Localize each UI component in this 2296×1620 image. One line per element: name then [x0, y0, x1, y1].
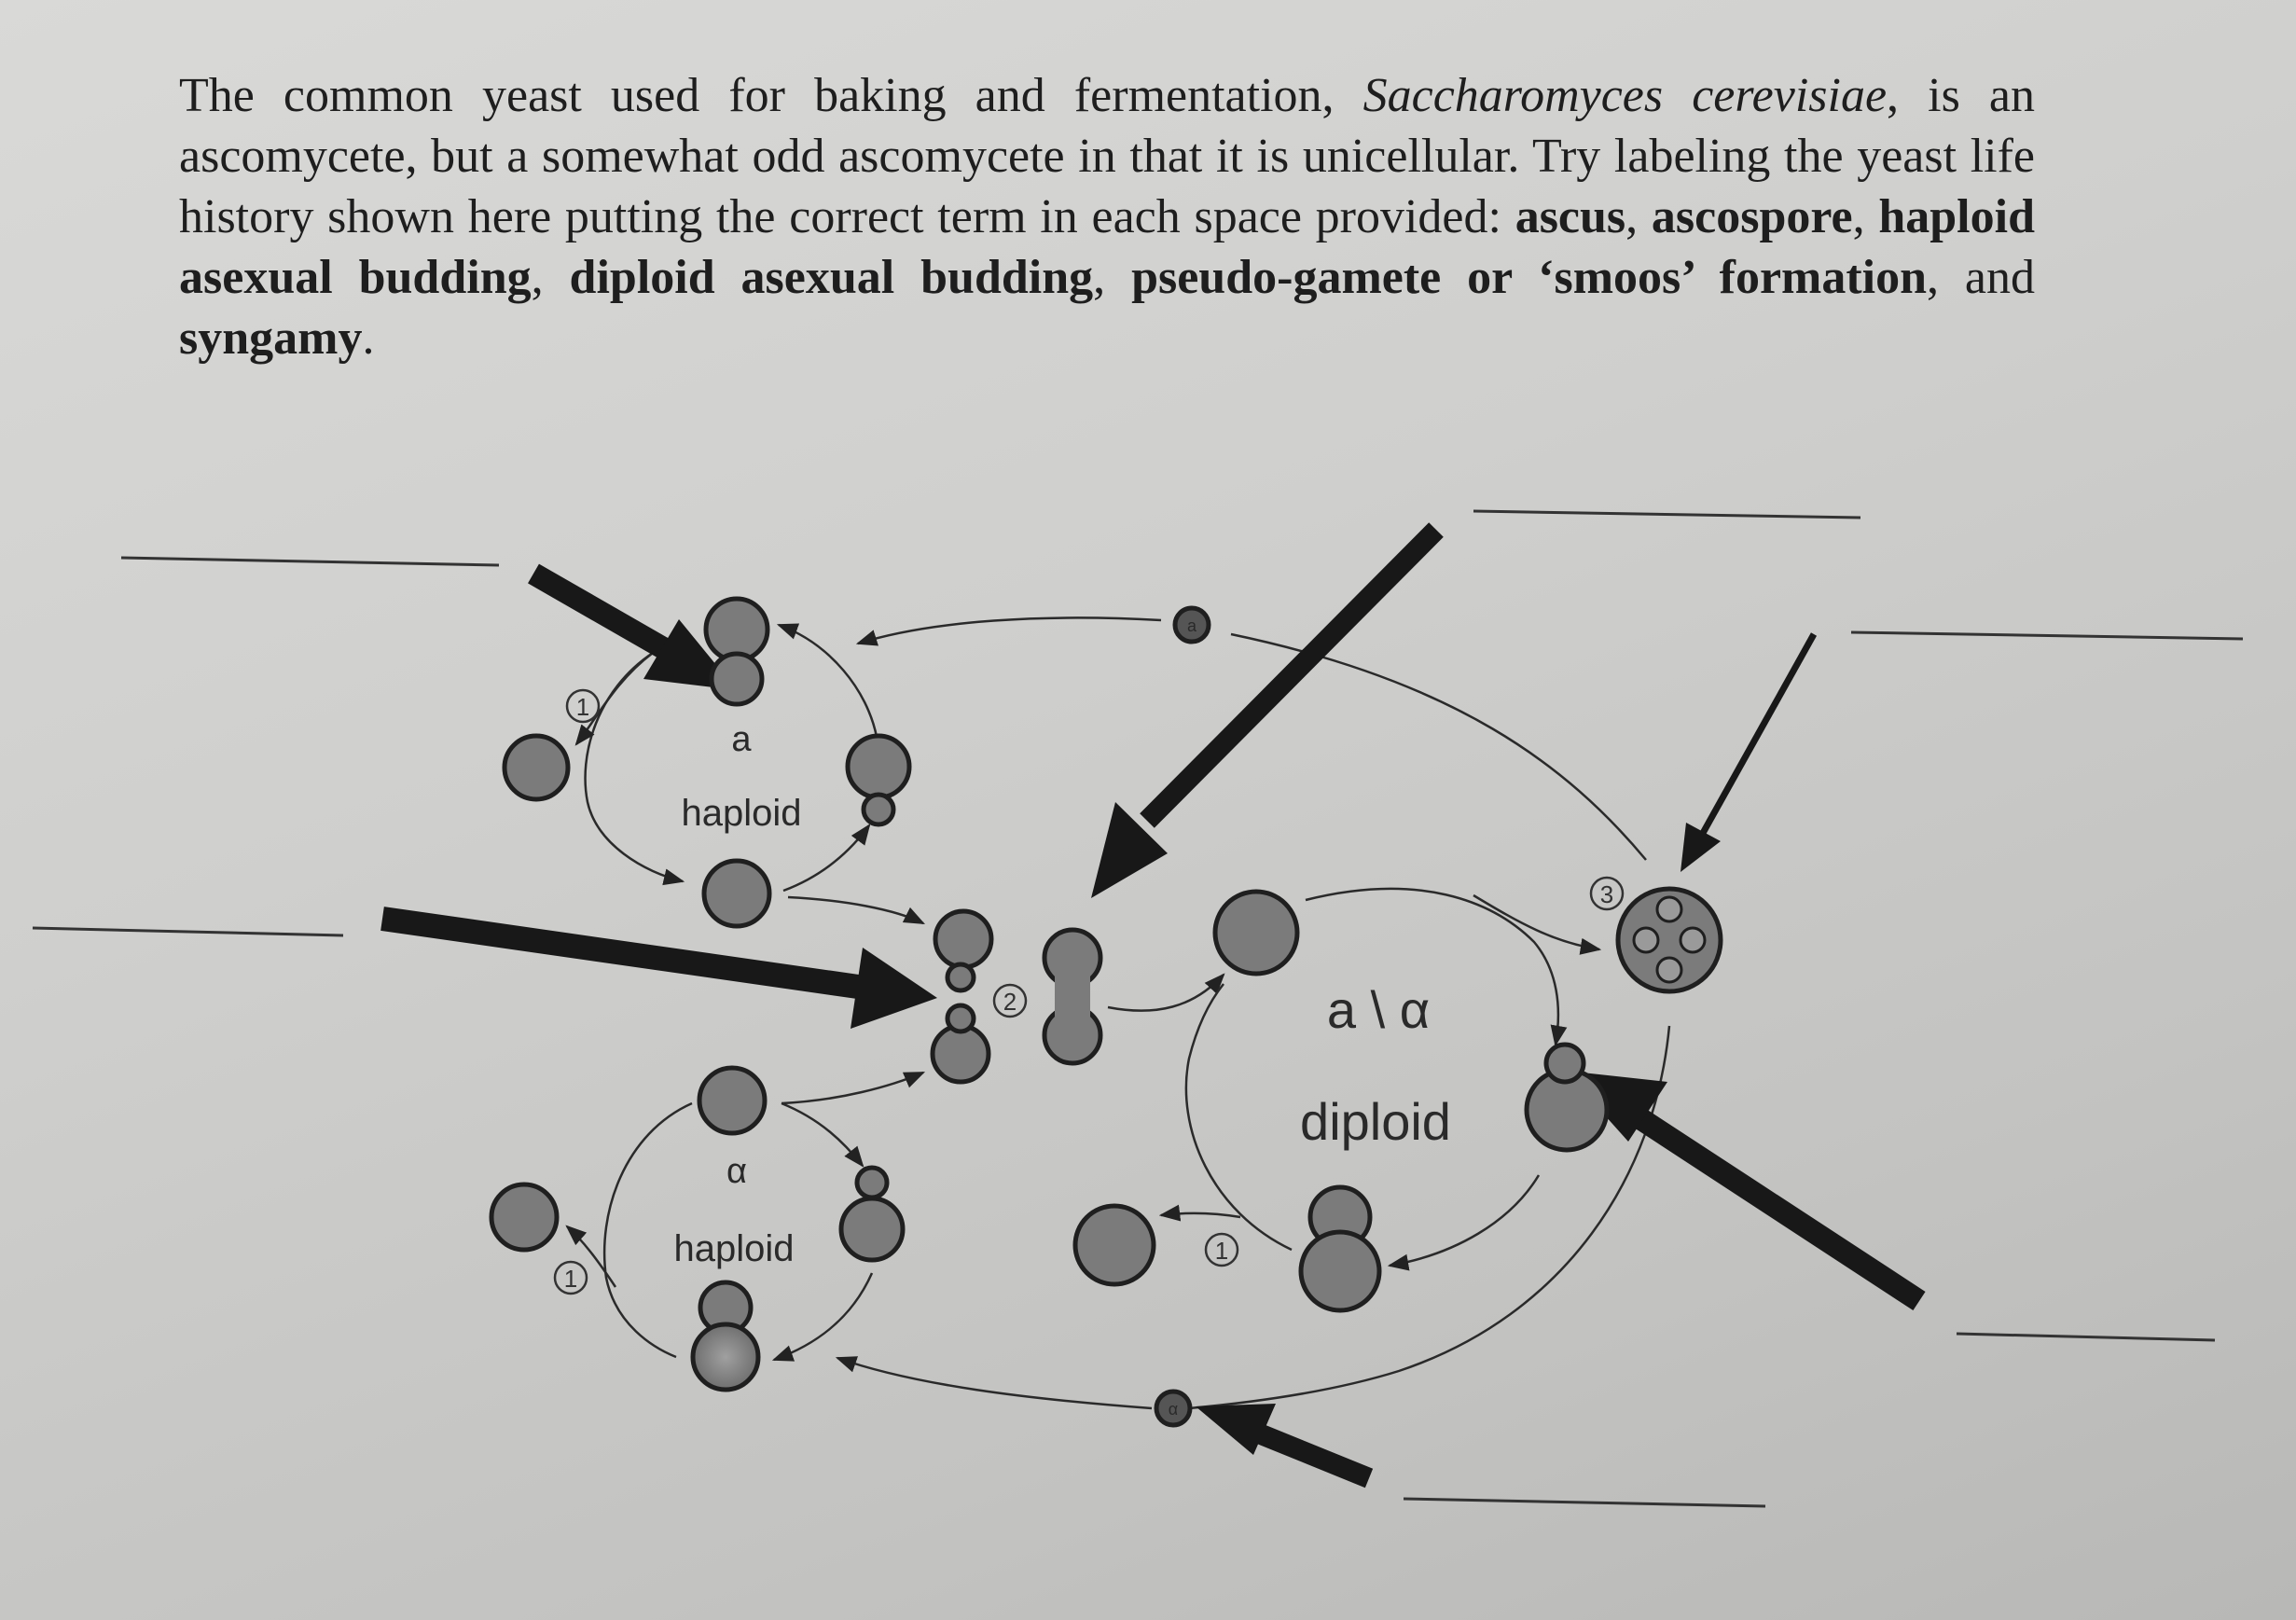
label-diploid: diploid	[1300, 1092, 1451, 1151]
blank-top-right[interactable]	[1851, 632, 2243, 639]
cell-bottom-haploid	[699, 1068, 765, 1133]
arrow-spore-alpha-return	[837, 1358, 1152, 1408]
blank-bottom-right[interactable]	[1957, 1334, 2215, 1340]
instructions-body: , is an ascomycete, but a somewhat odd ascomycete in that it is unicellular. Try labeling the yeast life history shown here putting the correct term in each space provided:	[179, 69, 2035, 243]
pointer-arrow-bottom-right	[1641, 1119, 1919, 1301]
step-number: 1	[563, 1265, 578, 1293]
term-ascus: ascus	[1515, 190, 1626, 243]
cell-diploid-daughter	[1075, 1206, 1154, 1284]
blank-top-left[interactable]	[121, 558, 499, 565]
pointer-arrow-top-left	[533, 574, 671, 653]
separator: ,	[1852, 190, 1879, 243]
cell-top-left-daughter	[505, 736, 568, 799]
arrow-diploid-left-up	[1186, 984, 1292, 1250]
term-syngamy: syngamy	[179, 312, 363, 365]
pointer-arrowhead-top-right	[1681, 823, 1721, 872]
arrow-diploid-right-down	[1390, 1175, 1539, 1266]
ascospore-a-letter: a	[1186, 616, 1197, 635]
cell-smoos-a	[935, 911, 991, 990]
separator: ,	[1625, 190, 1652, 243]
cell-diploid-budding	[1301, 1187, 1379, 1310]
pointer-arrow-bottom-center	[1254, 1432, 1369, 1478]
separator: , and	[1927, 251, 2036, 304]
arrow-top-to-smoos	[783, 825, 869, 891]
species-name: Saccharomyces cerevisiae	[1362, 69, 1888, 122]
arrow-bottom-to-smoos	[781, 1103, 863, 1166]
pointer-arrow-top-center	[1147, 530, 1436, 821]
label-mating-type-diploid: a \ α	[1326, 980, 1431, 1039]
label-haploid-top: haploid	[681, 793, 802, 834]
cell-bottom-budding	[693, 1282, 758, 1390]
cell-smoos-alpha	[933, 1005, 989, 1082]
step-number: 3	[1599, 880, 1614, 908]
arrow-spore-a-return	[858, 617, 1161, 644]
separator: ,	[531, 251, 570, 304]
pointer-arrow-top-right	[1702, 634, 1814, 835]
blank-bottom-center[interactable]	[1404, 1499, 1765, 1506]
step-number: 1	[1214, 1237, 1229, 1265]
cell-diploid	[1215, 892, 1297, 974]
arrow-diploid-to-ascus	[1473, 895, 1599, 949]
pointer-arrows	[382, 530, 1919, 1478]
ascospore-alpha-letter: α	[1168, 1400, 1179, 1419]
arrow-top-cycle-left	[586, 653, 683, 881]
term-haploid-budding: haploid asexual budding	[179, 190, 2035, 304]
intro-text: The common yeast used for baking and fermentation,	[179, 69, 1363, 122]
pointer-arrowhead-middle-left	[851, 948, 937, 1029]
arrow-bottom-to-shmoo-grey	[774, 1273, 872, 1360]
pointer-arrow-middle-left	[382, 919, 858, 987]
cell-top-budding	[706, 599, 768, 704]
pointer-arrowhead-bottom-center	[1196, 1404, 1276, 1455]
term-smoos-formation: pseudo-gamete or ‘smoos’ formation	[1131, 251, 1928, 304]
cells	[491, 599, 1721, 1425]
label-haploid-bottom: haploid	[673, 1228, 795, 1269]
answer-blanks	[33, 511, 2243, 1506]
cell-zygote	[1044, 930, 1100, 1063]
arrow-bottom-to-mating	[781, 1073, 923, 1103]
cell-bottom-shmoo	[841, 1168, 903, 1260]
step-number: 1	[575, 693, 590, 721]
ascus	[1618, 889, 1721, 991]
cell-top-haploid	[704, 861, 769, 926]
blank-middle-left[interactable]	[33, 928, 343, 935]
cell-diploid-smoos	[1527, 1045, 1607, 1150]
cell-top-shmoo	[848, 736, 909, 824]
arrow-diploid-budding-1	[1161, 1213, 1240, 1217]
sentence-end: .	[362, 312, 375, 365]
term-ascospore: ascospore	[1651, 190, 1853, 243]
separator: ,	[1093, 251, 1132, 304]
cell-bottom-left-daughter	[491, 1184, 557, 1250]
blank-top-center[interactable]	[1473, 511, 1860, 518]
label-mating-type-a: a	[731, 720, 752, 759]
label-mating-type-alpha: α	[726, 1152, 747, 1191]
term-diploid-budding: diploid asexual budding	[569, 251, 1094, 304]
arrow-syngamy-to-diploid	[1108, 975, 1224, 1011]
arrow-top-to-mating	[788, 897, 923, 923]
step-number: 2	[1003, 988, 1017, 1016]
